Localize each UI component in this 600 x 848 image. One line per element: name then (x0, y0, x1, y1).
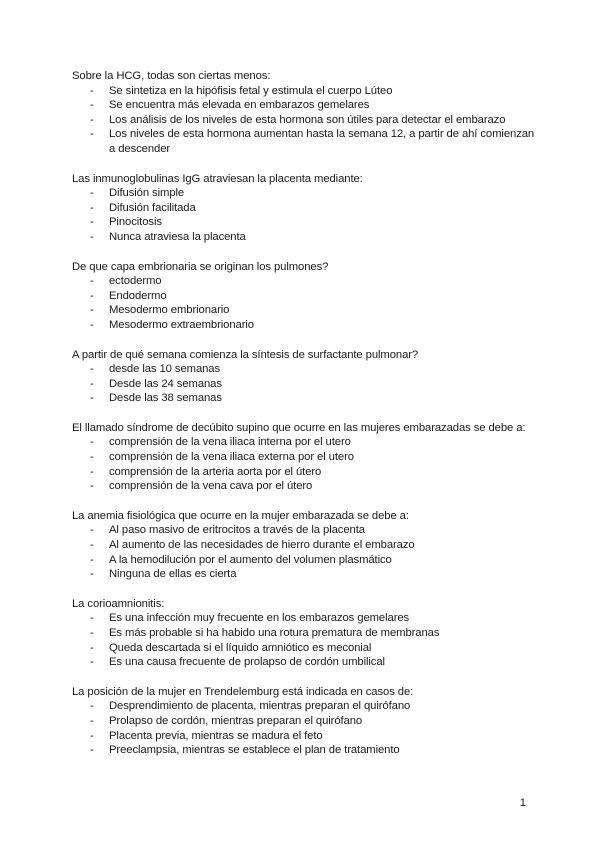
option-item (72, 303, 542, 318)
option-item (72, 450, 542, 465)
bullet-dash: - (90, 700, 94, 713)
option-item (72, 435, 542, 450)
question-3 (72, 260, 542, 333)
question-7 (72, 597, 542, 670)
option-text: Queda descartada si el líquido amniótico es meconial (109, 641, 372, 654)
bullet-dash: - (90, 451, 94, 464)
bullet-dash: - (90, 377, 94, 390)
bullet-dash: - (90, 363, 94, 376)
question-text: La corioamnionitis: (72, 597, 165, 610)
options-list (72, 274, 542, 332)
option-text: Difusión facilitada (109, 201, 196, 214)
option-item (72, 215, 542, 230)
bullet-dash: - (90, 539, 94, 552)
question-text: El llamado síndrome de decúbito supino que ocurre en las mujeres embarazadas se debe a: (72, 421, 526, 434)
option-text: ectodermo (109, 275, 162, 288)
question-text: De que capa embrionaria se originan los pulmones? (72, 260, 329, 273)
bullet-dash: - (90, 436, 94, 449)
option-text: Es una infección muy frecuente en los embarazos gemelares (109, 612, 410, 625)
bullet-dash: - (90, 392, 94, 405)
option-text: Se encuentra más elevada en embarazos gemelares (109, 99, 370, 112)
options-list (72, 435, 542, 493)
option-text: comprensión de la arteria aorta por el útero (109, 465, 322, 478)
bullet-dash: - (90, 641, 94, 654)
question-6 (72, 509, 542, 582)
bullet-dash: - (90, 187, 94, 200)
option-item (72, 201, 542, 216)
option-item (72, 391, 542, 406)
question-text: La posición de la mujer en Trendelemburg está indicada en casos de: (72, 685, 414, 698)
question-2 (72, 172, 542, 245)
bullet-dash: - (90, 568, 94, 581)
document-page (72, 69, 542, 773)
option-item (72, 362, 542, 377)
question-text: La anemia fisiológica que ocurre en la mujer embarazada se debe a: (72, 509, 409, 522)
bullet-dash: - (90, 612, 94, 625)
bullet-dash: - (90, 275, 94, 288)
question-text: Las inmunoglobulinas IgG atraviesan la placenta mediante: (72, 172, 363, 185)
option-item (72, 729, 542, 744)
option-text: Al aumento de las necesidades de hierro durante el embarazo (109, 539, 415, 552)
option-text: Mesodermo extraembrionario (109, 318, 254, 331)
option-item (72, 84, 542, 99)
option-text: Es más probable si ha habido una rotura prematura de membranas (109, 627, 440, 639)
bullet-dash: - (90, 744, 94, 757)
option-item (72, 553, 542, 568)
option-item (72, 699, 542, 714)
question-text: A partir de qué semana comienza la síntesis de surfactante pulmonar? (72, 348, 419, 361)
option-item (72, 98, 542, 113)
option-text: Prolapso de cordón, mientras preparan el quirófano (109, 714, 363, 727)
bullet-dash: - (90, 480, 94, 493)
bullet-dash: - (90, 318, 94, 331)
options-list (72, 186, 542, 244)
bullet-dash: - (90, 99, 94, 112)
question-1 (72, 69, 542, 157)
option-item (72, 186, 542, 201)
option-text: comprensión de la vena iliaca interna por el utero (109, 436, 351, 449)
option-item (72, 479, 542, 494)
bullet-dash: - (90, 714, 94, 727)
bullet-dash: - (90, 84, 94, 97)
option-item (72, 274, 542, 289)
option-item (72, 714, 542, 729)
option-text: Desde las 24 semanas (109, 377, 222, 390)
option-text: Preeclampsia, mientras se establece el plan de tratamiento (109, 744, 400, 757)
question-5 (72, 421, 542, 494)
option-text: Ninguna de ellas es cierta (109, 568, 237, 581)
option-text: Endodermo (109, 289, 167, 302)
option-item (72, 641, 542, 656)
option-item (72, 743, 542, 758)
option-text: Nunca atraviesa la placenta (109, 230, 246, 243)
option-text: Pinocitosis (109, 216, 162, 229)
option-text: Es una causa frecuente de prolapso de cordón umbilical (109, 656, 385, 669)
bullet-dash: - (90, 553, 94, 566)
option-item (72, 626, 542, 641)
option-text: Difusión simple (109, 187, 185, 200)
option-item (72, 538, 542, 553)
option-text: Placenta previa, mientras se madura el feto (109, 729, 323, 742)
option-item (72, 655, 542, 670)
option-text: comprensión de la vena iliaca externa por el utero (109, 451, 354, 464)
bullet-dash: - (90, 304, 94, 317)
bullet-dash: - (90, 524, 94, 537)
question-4 (72, 348, 542, 406)
option-text: comprensión de la vena cava por el útero (109, 480, 313, 493)
options-list (72, 699, 542, 757)
bullet-dash: - (90, 289, 94, 302)
bullet-dash: - (90, 128, 94, 141)
option-item (72, 377, 542, 392)
option-item (72, 127, 542, 156)
option-text: Los análisis de los niveles de esta hormona son útiles para detectar el embarazo (109, 113, 506, 126)
option-item (72, 567, 542, 582)
option-text: Al paso masivo de eritrocitos a través de la placenta (109, 524, 365, 537)
option-item (72, 113, 542, 128)
bullet-dash: - (90, 113, 94, 126)
bullet-dash: - (90, 627, 94, 639)
option-item (72, 318, 542, 333)
bullet-dash: - (90, 729, 94, 742)
option-item (72, 289, 542, 304)
option-text: Desde las 38 semanas (109, 392, 222, 405)
bullet-dash: - (90, 201, 94, 214)
bullet-dash: - (90, 656, 94, 669)
bullet-dash: - (90, 465, 94, 478)
option-text: Los niveles de esta hormona aumentan hasta la semana 12, a partir de ahí comienzan a descender (109, 128, 535, 155)
bullet-dash: - (90, 216, 94, 229)
option-item (72, 523, 542, 538)
options-list (72, 523, 542, 581)
option-text: Mesodermo embrionario (109, 304, 230, 317)
page-number: 1 (519, 797, 526, 809)
options-list (72, 362, 542, 406)
option-text: A la hemodilución por el aumento del volumen plasmático (109, 553, 392, 566)
option-text: Desprendimiento de placenta, mientras preparan el quirófano (109, 700, 411, 713)
options-list (72, 84, 542, 157)
options-list (72, 611, 542, 669)
bullet-dash: - (90, 230, 94, 243)
option-item (72, 230, 542, 245)
option-text: desde las 10 semanas (109, 363, 221, 376)
option-item (72, 611, 542, 626)
option-item (72, 465, 542, 480)
question-text: Sobre la HCG, todas son ciertas menos: (72, 70, 271, 82)
question-8 (72, 685, 542, 758)
option-text: Se sintetiza en la hipófisis fetal y estimula el cuerpo Lúteo (109, 84, 393, 97)
